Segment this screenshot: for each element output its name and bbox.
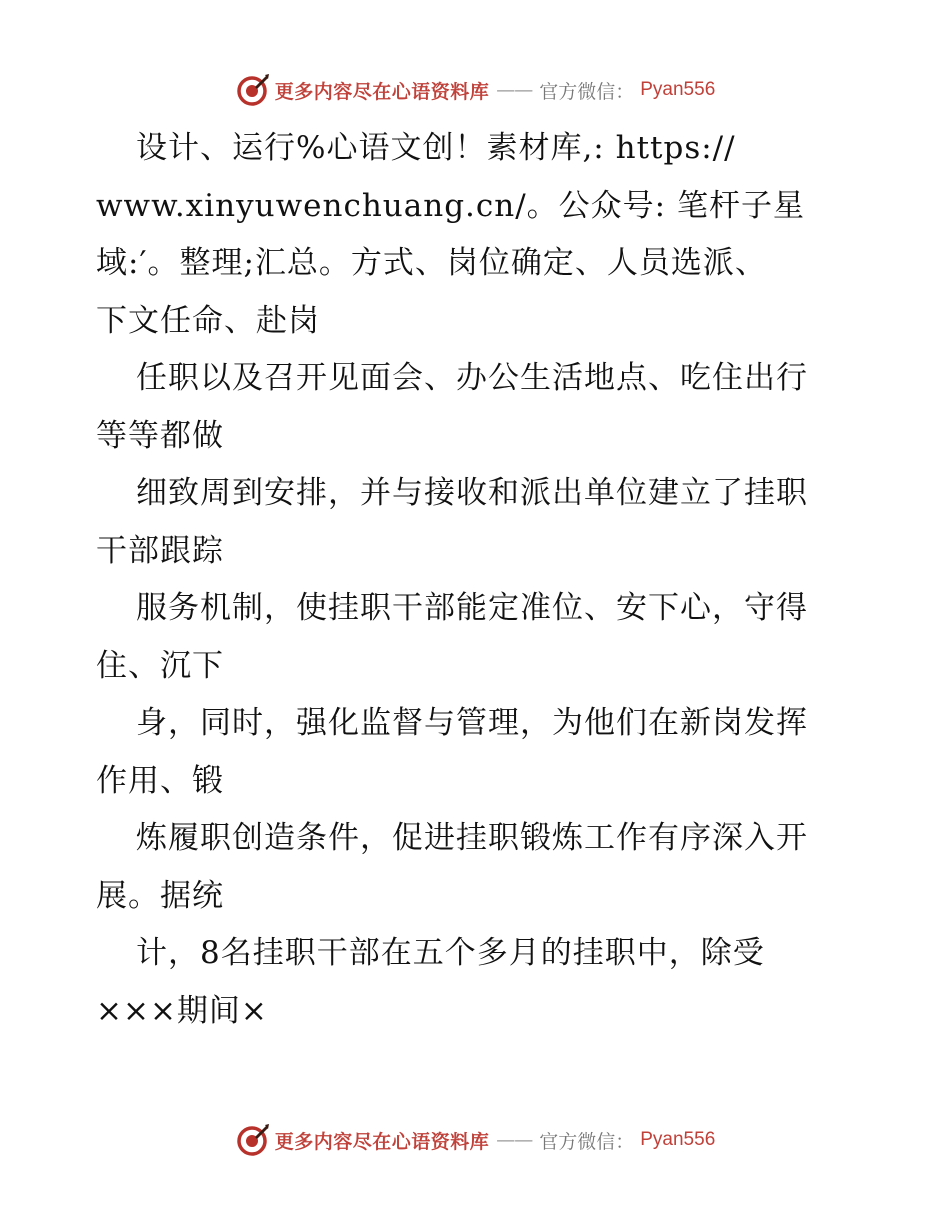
body-line: 干部跟踪 [96, 532, 224, 569]
quill-seal-icon [235, 73, 269, 107]
footer-watermark-inner [235, 1123, 716, 1157]
body-line: 细致周到安排，并与接收和派出单位建立了挂职 [136, 475, 808, 511]
body-line: www.xinyuwenchuang.cn/。公众号: 笔杆子星 [96, 187, 805, 224]
watermark-wechat-id: Pyan556 [640, 79, 716, 100]
quill-seal-icon [235, 1123, 269, 1157]
body-line: 计，8名挂职干部在五个多月的挂职中，除受 [136, 935, 765, 971]
body-line: 设计、运行%心语文创！素材库,: https:// [136, 130, 736, 166]
watermark-separator: —— [496, 1129, 533, 1151]
body-line: 下文任命、赴岗 [96, 302, 320, 339]
watermark-text: 更多内容尽在心语资料库 [274, 1130, 490, 1153]
watermark-wechat-id: Pyan556 [640, 1129, 716, 1150]
body-line: 展。据统 [96, 877, 224, 914]
body-line: 炼履职创造条件，促进挂职锻炼工作有序深入开 [136, 820, 808, 856]
body-line: 域:′。整理;汇总。方式、岗位确定、人员选派、 [96, 245, 767, 281]
body-line: ×××期间× [96, 992, 268, 1029]
watermark-text: 更多内容尽在心语资料库 [274, 80, 490, 103]
watermark-wechat-label: 官方微信： [539, 1130, 635, 1153]
header-watermark-inner [235, 73, 716, 107]
document-body [96, 120, 856, 1040]
watermark-separator: —— [496, 79, 533, 101]
footer-watermark [0, 1120, 950, 1160]
body-line: 服务机制，使挂职干部能定准位、安下心，守得 [136, 590, 808, 626]
body-line: 任职以及召开见面会、办公生活地点、吃住出行 [136, 360, 808, 396]
watermark-wechat-label: 官方微信： [539, 80, 635, 103]
body-line: 住、沉下 [96, 647, 224, 684]
body-line: 等等都做 [96, 417, 224, 454]
body-line: 作用、锻 [96, 762, 224, 799]
header-watermark [0, 70, 950, 110]
body-line: 身，同时，强化监督与管理，为他们在新岗发挥 [136, 705, 808, 741]
